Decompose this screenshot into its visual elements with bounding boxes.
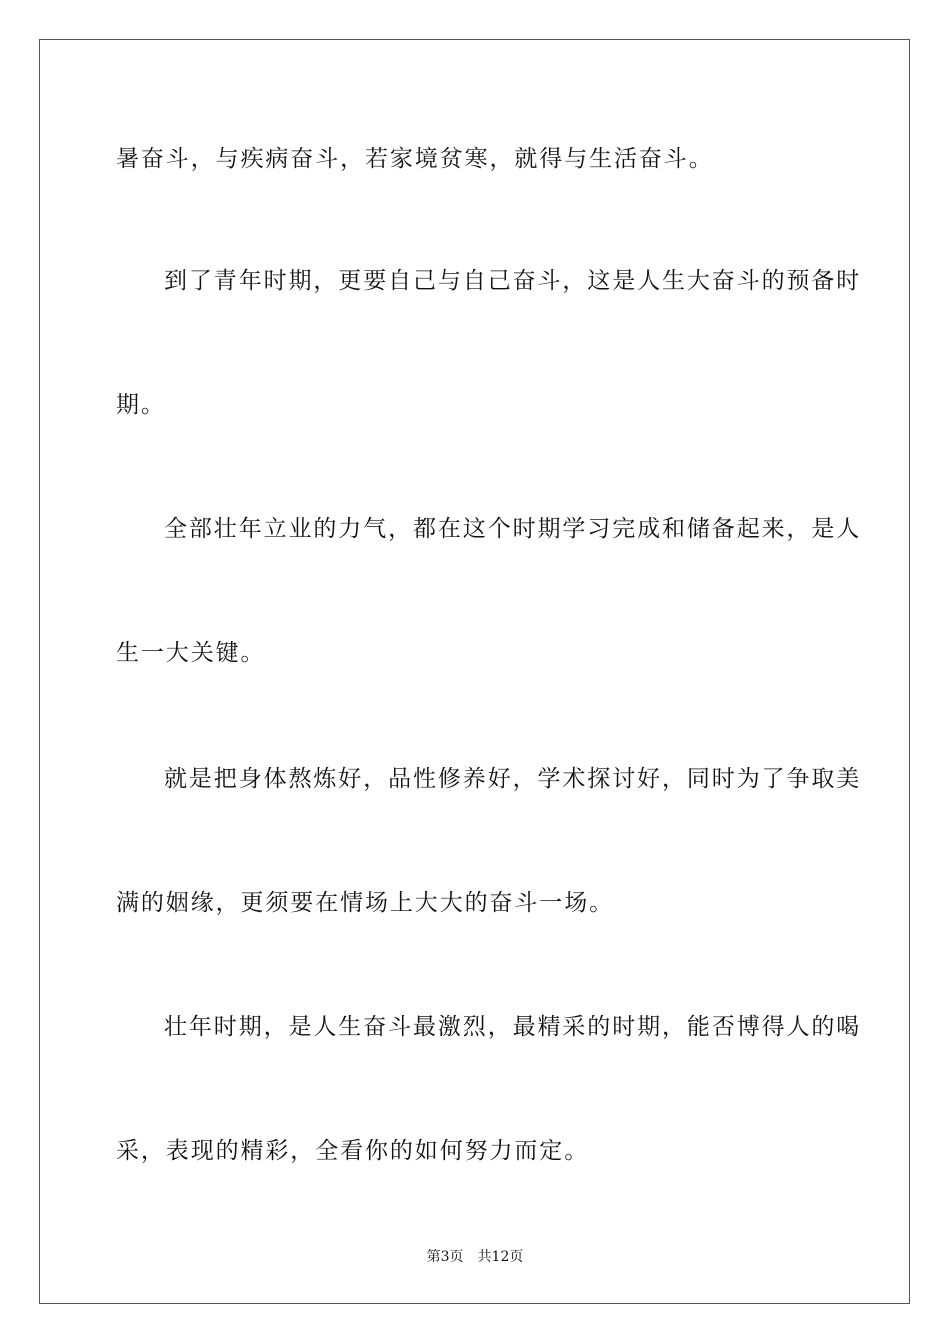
page-number: 第3页 <box>426 1249 464 1265</box>
page-footer <box>0 1246 950 1266</box>
text-line-6: 就是把身体熬炼好，品性修养好，学术探讨好，同时为了争取美 <box>164 766 862 792</box>
text-line-1: 暑奋斗，与疾病奋斗，若家境贫寒，就得与生活奋斗。 <box>116 146 714 172</box>
text-line-4: 全部壮年立业的力气，都在这个时期学习完成和储备起来，是人 <box>164 516 862 542</box>
text-line-3: 期。 <box>116 392 166 418</box>
text-line-2: 到了青年时期，更要自己与自己奋斗，这是人生大奋斗的预备时 <box>164 268 862 294</box>
text-line-7: 满的姻缘，更须要在情场上大大的奋斗一场。 <box>116 890 614 916</box>
text-line-9: 采，表现的精彩，全看你的如何努力而定。 <box>116 1138 590 1164</box>
text-line-5: 生一大关键。 <box>116 640 266 666</box>
text-line-8: 壮年时期，是人生奋斗最激烈，最精采的时期，能否博得人的喝 <box>164 1014 862 1040</box>
page-border <box>39 39 910 1304</box>
total-pages: 共12页 <box>477 1249 524 1265</box>
